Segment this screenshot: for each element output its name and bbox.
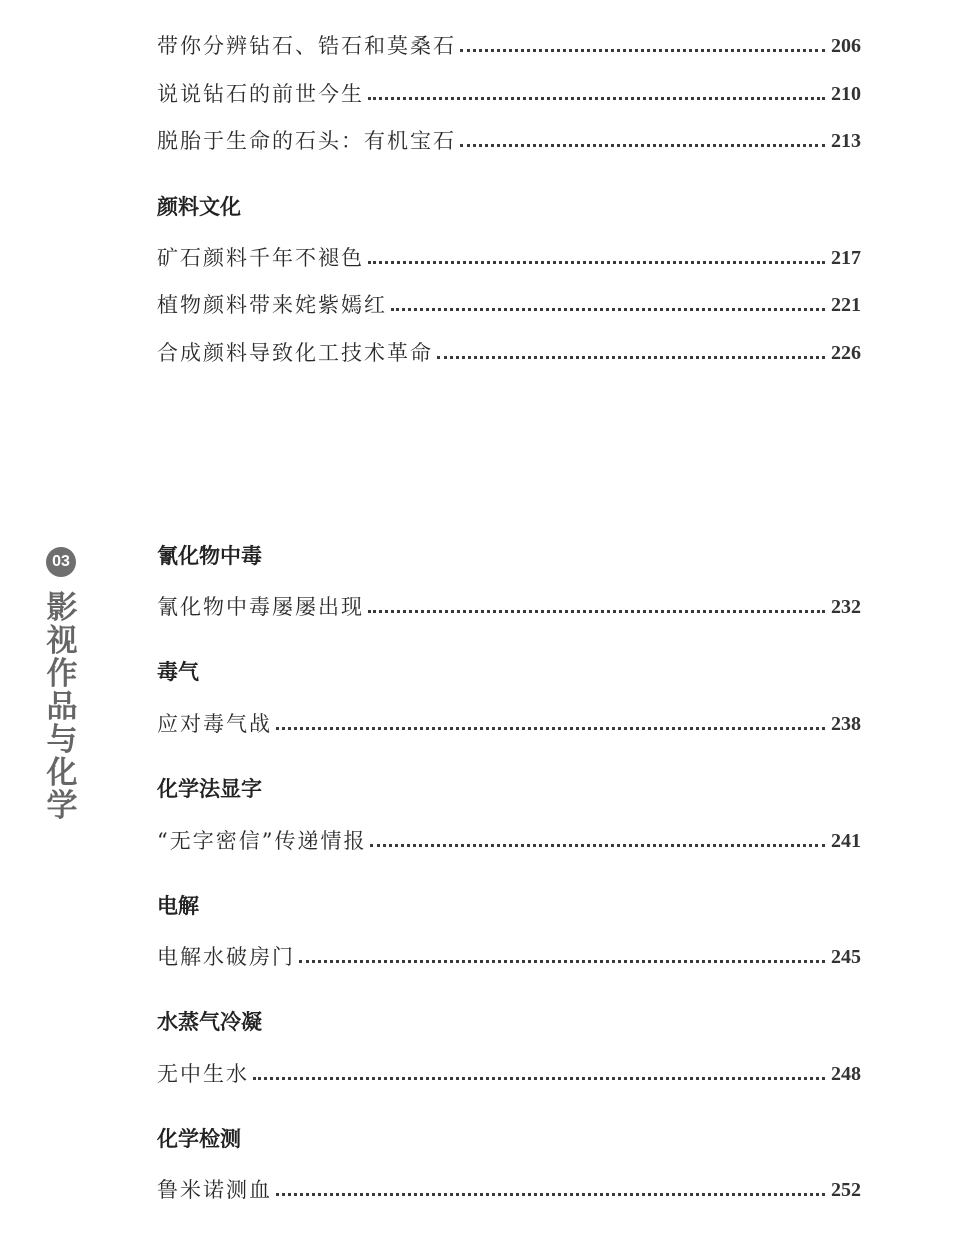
toc-entry[interactable] xyxy=(157,287,861,317)
toc-entry-title: 说说钻石的前世今生 xyxy=(157,82,364,106)
toc-entry[interactable] xyxy=(157,1172,861,1202)
chapter-number-badge: 03 xyxy=(46,547,76,577)
toc-entry-title: 应对毒气战 xyxy=(157,712,272,736)
toc-entry[interactable] xyxy=(157,823,861,853)
dot-leader xyxy=(368,610,825,613)
section-heading: 氰化物中毒 xyxy=(157,544,262,568)
toc-entry-title: 植物颜料带来姹紫嫣红 xyxy=(157,293,387,317)
toc-entry-page: 241 xyxy=(831,830,861,852)
toc-entry-page: 248 xyxy=(831,1063,861,1085)
toc-entry-page: 217 xyxy=(831,247,861,269)
toc-entry-title: 脱胎于生命的石头：有机宝石 xyxy=(157,129,456,153)
toc-entry[interactable] xyxy=(157,939,861,969)
toc-entry[interactable] xyxy=(157,28,861,58)
toc-entry[interactable] xyxy=(157,335,861,365)
toc-entry-title: 鲁米诺测血 xyxy=(157,1178,272,1202)
dot-leader xyxy=(370,844,825,847)
toc-entry[interactable] xyxy=(157,589,861,619)
dot-leader xyxy=(460,144,825,147)
toc-entry[interactable] xyxy=(157,1056,861,1086)
toc-entry-page: 213 xyxy=(831,130,861,152)
toc-entry-title: “无字密信”传递情报 xyxy=(157,829,367,853)
toc-entry-title: 合成颜料导致化工技术革命 xyxy=(157,341,433,365)
dot-leader xyxy=(391,308,825,311)
toc-entry-page: 210 xyxy=(831,83,861,105)
toc-entry-page: 238 xyxy=(831,713,861,735)
toc-entry[interactable] xyxy=(157,706,861,736)
section-heading: 化学法显字 xyxy=(157,777,262,801)
section-heading: 化学检测 xyxy=(157,1127,241,1151)
toc-entry-page: 206 xyxy=(831,35,861,57)
toc-entry-title: 矿石颜料千年不褪色 xyxy=(157,246,364,270)
toc-entry-title: 带你分辨钻石、锆石和莫桑石 xyxy=(157,34,456,58)
section-heading: 电解 xyxy=(157,894,199,918)
toc-entry[interactable] xyxy=(157,240,861,270)
section-heading: 水蒸气冷凝 xyxy=(157,1010,262,1034)
toc-entry-title: 氰化物中毒屡屡出现 xyxy=(157,595,364,619)
toc-entry-page: 252 xyxy=(831,1179,861,1201)
dot-leader xyxy=(368,261,825,264)
chapter-title: 影视作品与化学 xyxy=(46,590,78,824)
toc-entry[interactable] xyxy=(157,76,861,106)
toc-entry-page: 226 xyxy=(831,342,861,364)
dot-leader xyxy=(276,1193,825,1196)
toc-entry-title: 电解水破房门 xyxy=(157,945,295,969)
toc-entry-title: 无中生水 xyxy=(157,1062,249,1086)
section-heading: 毒气 xyxy=(157,660,199,684)
dot-leader xyxy=(460,49,825,52)
dot-leader xyxy=(437,356,825,359)
dot-leader xyxy=(368,97,825,100)
section-heading: 颜料文化 xyxy=(157,195,241,219)
toc-entry-page: 221 xyxy=(831,294,861,316)
toc-entry-page: 245 xyxy=(831,946,861,968)
dot-leader xyxy=(276,727,825,730)
toc-entry-page: 232 xyxy=(831,596,861,618)
dot-leader xyxy=(299,960,825,963)
dot-leader xyxy=(253,1077,825,1080)
toc-entry[interactable] xyxy=(157,123,861,153)
